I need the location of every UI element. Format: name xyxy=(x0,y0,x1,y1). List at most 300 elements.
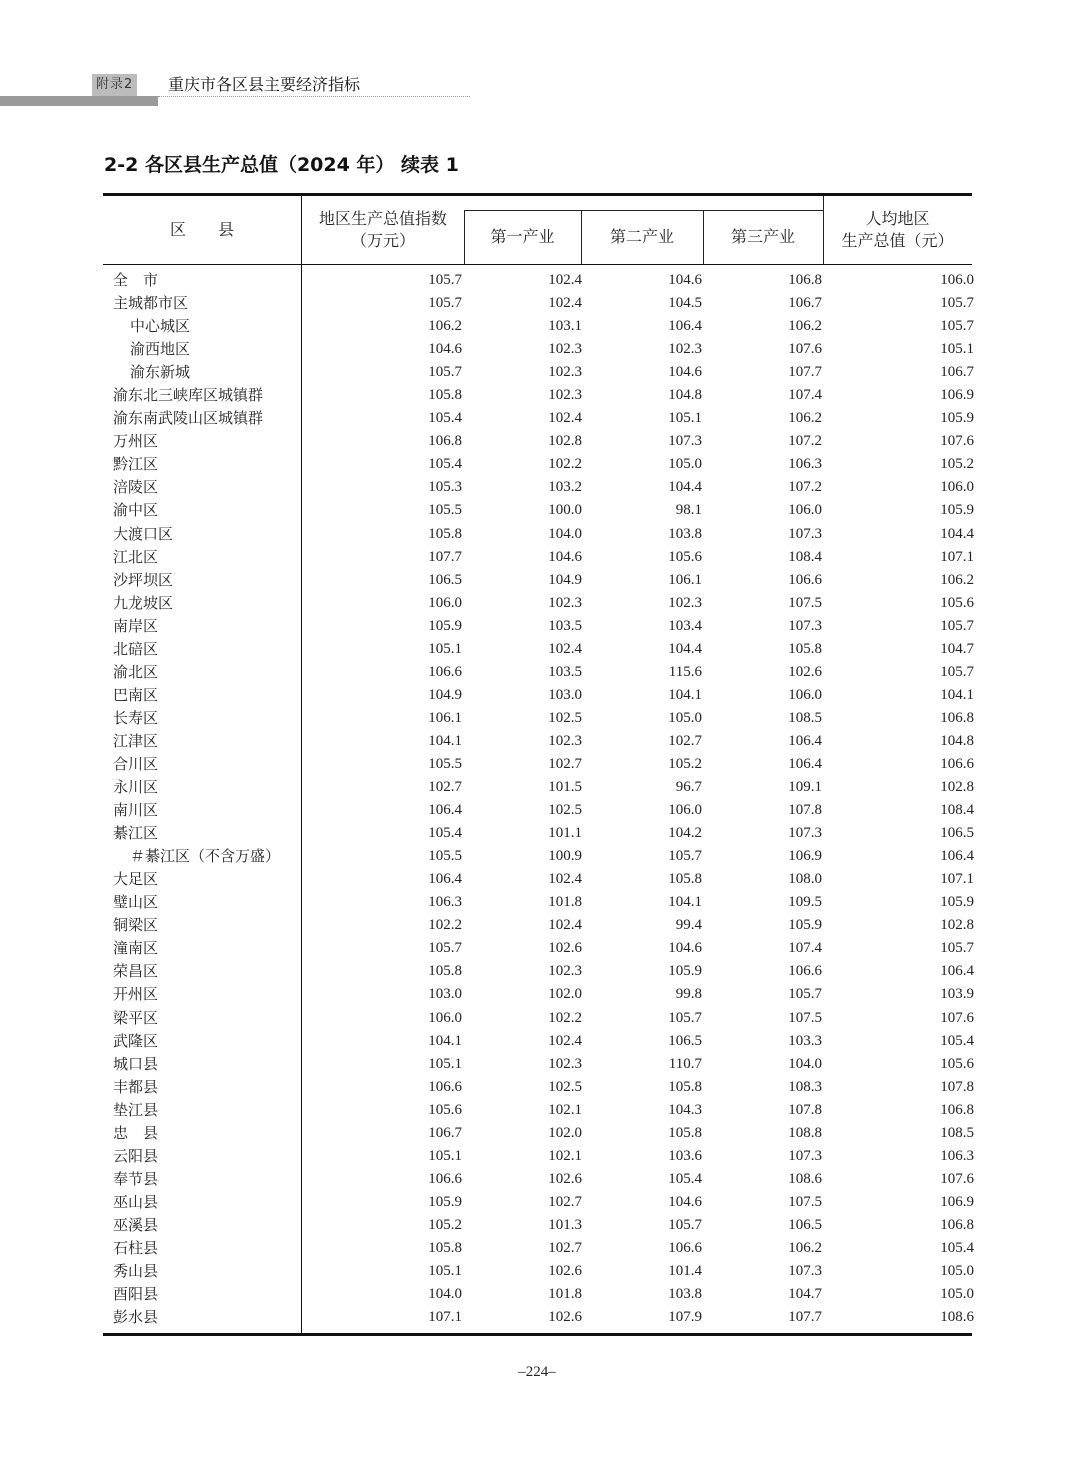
primary-cell: 104.6 xyxy=(548,548,582,565)
district-name: 合川区 xyxy=(113,754,159,773)
secondary-cell: 104.4 xyxy=(668,479,702,496)
tertiary-cell: 107.7 xyxy=(788,364,822,381)
tertiary-cell: 107.8 xyxy=(788,1101,822,1118)
district-name: 大渡口区 xyxy=(113,524,174,543)
district-name: 梁平区 xyxy=(113,1008,159,1027)
gdp-index-cell: 105.1 xyxy=(428,640,462,657)
secondary-cell: 98.1 xyxy=(675,502,702,519)
table-row xyxy=(103,661,972,684)
primary-cell: 102.7 xyxy=(548,755,582,772)
tertiary-cell: 107.4 xyxy=(788,387,822,404)
primary-cell: 102.1 xyxy=(548,1101,582,1118)
secondary-cell: 105.6 xyxy=(668,548,702,565)
district-name: 潼南区 xyxy=(113,939,159,958)
tertiary-cell: 104.0 xyxy=(788,1055,822,1072)
gdp-index-cell: 106.3 xyxy=(428,894,462,911)
table-row xyxy=(103,960,972,983)
district-name: 巫山县 xyxy=(113,1192,159,1211)
table-title: 2-2 各区县生产总值（2024 年） 续表 1 xyxy=(104,154,459,176)
district-name: 长寿区 xyxy=(113,708,159,727)
per-capita-cell: 105.4 xyxy=(940,1032,974,1049)
table-row xyxy=(103,1122,972,1145)
gdp-index-cell: 106.4 xyxy=(428,802,462,819)
tertiary-cell: 106.2 xyxy=(788,318,822,335)
tertiary-cell: 107.3 xyxy=(788,1147,822,1164)
table-row xyxy=(103,914,972,937)
district-name: 江北区 xyxy=(113,547,159,566)
primary-cell: 102.3 xyxy=(548,1055,582,1072)
gdp-index-cell: 106.7 xyxy=(428,1124,462,1141)
primary-cell: 102.7 xyxy=(548,1193,582,1210)
tertiary-cell: 102.6 xyxy=(788,663,822,680)
secondary-cell: 104.3 xyxy=(668,1101,702,1118)
district-name: 沙坪坝区 xyxy=(113,570,174,589)
secondary-cell: 104.2 xyxy=(668,825,702,842)
primary-cell: 102.1 xyxy=(548,1147,582,1164)
district-name: 中心城区 xyxy=(130,317,191,336)
per-capita-cell: 108.5 xyxy=(940,1124,974,1141)
per-capita-cell: 107.6 xyxy=(940,1009,974,1026)
gdp-index-cell: 105.6 xyxy=(428,1101,462,1118)
gdp-index-cell: 106.0 xyxy=(428,1009,462,1026)
per-capita-cell: 104.7 xyxy=(940,640,974,657)
col-header-primary: 第一产业 xyxy=(490,227,555,246)
gdp-index-cell: 104.1 xyxy=(428,732,462,749)
gdp-index-cell: 105.5 xyxy=(428,755,462,772)
gdp-index-cell: 105.8 xyxy=(428,963,462,980)
per-capita-cell: 108.6 xyxy=(940,1309,974,1326)
primary-cell: 104.0 xyxy=(548,525,582,542)
primary-cell: 102.3 xyxy=(548,963,582,980)
secondary-cell: 104.8 xyxy=(668,387,702,404)
district-name: 渝中区 xyxy=(113,501,159,520)
tertiary-cell: 105.8 xyxy=(788,640,822,657)
district-name: 酉阳县 xyxy=(113,1285,159,1304)
gdp-table xyxy=(103,193,972,1336)
district-name: 永川区 xyxy=(113,778,159,797)
gdp-index-cell: 106.6 xyxy=(428,1170,462,1187)
secondary-cell: 104.1 xyxy=(668,686,702,703)
secondary-cell: 102.3 xyxy=(668,594,702,611)
table-header xyxy=(103,196,972,265)
district-name: 铜梁区 xyxy=(113,916,159,935)
secondary-cell: 105.0 xyxy=(668,709,702,726)
secondary-cell: 104.6 xyxy=(668,940,702,957)
tertiary-cell: 108.8 xyxy=(788,1124,822,1141)
district-name: 丰都县 xyxy=(113,1077,159,1096)
secondary-cell: 115.6 xyxy=(668,663,702,680)
primary-cell: 102.3 xyxy=(548,387,582,404)
gdp-index-cell: 104.1 xyxy=(428,1032,462,1049)
district-name: 渝北区 xyxy=(113,662,159,681)
table-row xyxy=(103,315,972,338)
table-row xyxy=(103,1007,972,1030)
per-capita-cell: 105.1 xyxy=(940,341,974,358)
tertiary-cell: 106.8 xyxy=(788,272,822,288)
gdp-index-cell: 105.8 xyxy=(428,1239,462,1256)
table-row xyxy=(103,1145,972,1168)
secondary-cell: 104.6 xyxy=(668,1193,702,1210)
table-row xyxy=(103,338,972,361)
secondary-cell: 101.4 xyxy=(668,1263,702,1280)
tertiary-cell: 108.0 xyxy=(788,871,822,888)
table-row xyxy=(103,1260,972,1283)
tertiary-cell: 106.4 xyxy=(788,732,822,749)
tertiary-cell: 109.1 xyxy=(788,779,822,796)
tertiary-cell: 108.6 xyxy=(788,1170,822,1187)
primary-cell: 102.3 xyxy=(548,594,582,611)
primary-cell: 102.6 xyxy=(548,940,582,957)
col-header-per-capita: 人均地区 生产总值（元） xyxy=(841,209,954,250)
gdp-index-cell: 105.1 xyxy=(428,1055,462,1072)
table-row xyxy=(103,868,972,891)
district-name: 城口县 xyxy=(113,1054,159,1073)
primary-cell: 102.4 xyxy=(548,917,582,934)
per-capita-cell: 105.9 xyxy=(940,502,974,519)
gdp-index-cell: 102.2 xyxy=(428,917,462,934)
secondary-cell: 107.3 xyxy=(668,433,702,450)
table-row xyxy=(103,983,972,1006)
header-bar xyxy=(0,96,158,106)
tertiary-cell: 107.2 xyxy=(788,433,822,450)
tertiary-cell: 106.6 xyxy=(788,963,822,980)
per-capita-cell: 107.6 xyxy=(940,1170,974,1187)
district-name: 开州区 xyxy=(113,985,159,1004)
secondary-cell: 105.1 xyxy=(668,410,702,427)
table-row xyxy=(103,1030,972,1053)
gdp-index-cell: 106.6 xyxy=(428,663,462,680)
table-bottom-rule xyxy=(103,1333,972,1336)
primary-cell: 102.5 xyxy=(548,1078,582,1095)
table-row xyxy=(103,937,972,960)
secondary-cell: 104.6 xyxy=(668,364,702,381)
primary-cell: 102.2 xyxy=(548,1009,582,1026)
per-capita-cell: 106.8 xyxy=(940,709,974,726)
tertiary-cell: 106.2 xyxy=(788,410,822,427)
gdp-index-cell: 105.9 xyxy=(428,617,462,634)
primary-cell: 102.3 xyxy=(548,341,582,358)
district-name: 垫江县 xyxy=(113,1100,159,1119)
tertiary-cell: 107.4 xyxy=(788,940,822,957)
secondary-cell: 103.6 xyxy=(668,1147,702,1164)
tertiary-cell: 105.7 xyxy=(788,986,822,1003)
primary-cell: 102.4 xyxy=(548,871,582,888)
per-capita-cell: 106.9 xyxy=(940,387,974,404)
secondary-cell: 105.4 xyxy=(668,1170,702,1187)
per-capita-cell: 106.0 xyxy=(940,479,974,496)
per-capita-cell: 105.6 xyxy=(940,594,974,611)
primary-cell: 102.3 xyxy=(548,732,582,749)
per-capita-cell: 105.7 xyxy=(940,617,974,634)
gdp-index-cell: 106.6 xyxy=(428,1078,462,1095)
per-capita-cell: 107.6 xyxy=(940,433,974,450)
primary-cell: 103.5 xyxy=(548,663,582,680)
primary-cell: 101.3 xyxy=(548,1216,582,1233)
secondary-cell: 105.7 xyxy=(668,1216,702,1233)
per-capita-cell: 103.9 xyxy=(940,986,974,1003)
secondary-cell: 107.9 xyxy=(668,1309,702,1326)
table-row xyxy=(103,1168,972,1191)
primary-cell: 102.0 xyxy=(548,1124,582,1141)
per-capita-cell: 106.3 xyxy=(940,1147,974,1164)
tertiary-cell: 107.3 xyxy=(788,525,822,542)
district-name: 全 市 xyxy=(113,271,159,289)
district-name: ＃綦江区（不含万盛） xyxy=(130,847,281,866)
gdp-index-cell: 106.8 xyxy=(428,433,462,450)
secondary-cell: 103.8 xyxy=(668,1286,702,1303)
primary-cell: 102.4 xyxy=(548,295,582,312)
tertiary-cell: 103.3 xyxy=(788,1032,822,1049)
per-capita-cell: 106.5 xyxy=(940,825,974,842)
district-name: 万州区 xyxy=(113,432,159,451)
running-header-title: 重庆市各区县主要经济指标 xyxy=(168,75,361,94)
gdp-index-cell: 105.1 xyxy=(428,1263,462,1280)
tertiary-cell: 107.2 xyxy=(788,479,822,496)
tertiary-cell: 106.2 xyxy=(788,1239,822,1256)
primary-cell: 102.6 xyxy=(548,1309,582,1326)
tertiary-cell: 106.4 xyxy=(788,755,822,772)
primary-cell: 103.2 xyxy=(548,479,582,496)
tertiary-cell: 107.5 xyxy=(788,1193,822,1210)
per-capita-cell: 108.4 xyxy=(940,802,974,819)
secondary-cell: 104.1 xyxy=(668,894,702,911)
gdp-index-cell: 105.5 xyxy=(428,848,462,865)
primary-cell: 102.8 xyxy=(548,433,582,450)
primary-cell: 102.3 xyxy=(548,364,582,381)
tertiary-cell: 107.8 xyxy=(788,802,822,819)
secondary-cell: 110.7 xyxy=(668,1055,702,1072)
tertiary-cell: 106.9 xyxy=(788,848,822,865)
district-name: 黔江区 xyxy=(113,455,159,474)
secondary-cell: 104.4 xyxy=(668,640,702,657)
appendix-tag: 附录2 xyxy=(92,74,137,96)
primary-cell: 102.4 xyxy=(548,410,582,427)
table-row xyxy=(103,361,972,384)
tertiary-cell: 106.5 xyxy=(788,1216,822,1233)
district-name: 石柱县 xyxy=(113,1238,159,1257)
per-capita-cell: 107.1 xyxy=(940,871,974,888)
tertiary-cell: 108.5 xyxy=(788,709,822,726)
per-capita-cell: 105.7 xyxy=(940,295,974,312)
per-capita-cell: 105.7 xyxy=(940,940,974,957)
tertiary-cell: 105.9 xyxy=(788,917,822,934)
gdp-index-cell: 105.8 xyxy=(428,387,462,404)
tertiary-cell: 107.5 xyxy=(788,1009,822,1026)
secondary-cell: 96.7 xyxy=(675,779,702,796)
district-name: 江津区 xyxy=(113,731,159,750)
gdp-index-cell: 105.7 xyxy=(428,364,462,381)
district-name: 巫溪县 xyxy=(113,1215,159,1234)
table-row xyxy=(103,407,972,430)
table-row xyxy=(103,499,972,522)
table-row xyxy=(103,384,972,407)
table-row xyxy=(103,753,972,776)
table-row xyxy=(103,1076,972,1099)
primary-cell: 102.5 xyxy=(548,802,582,819)
table-row xyxy=(103,799,972,822)
secondary-cell: 102.7 xyxy=(668,732,702,749)
gdp-index-cell: 106.5 xyxy=(428,571,462,588)
secondary-cell: 106.5 xyxy=(668,1032,702,1049)
table-row xyxy=(103,1214,972,1237)
district-name: 荣昌区 xyxy=(113,962,159,981)
tertiary-cell: 106.0 xyxy=(788,502,822,519)
table-row xyxy=(103,476,972,499)
gdp-index-cell: 107.1 xyxy=(428,1309,462,1326)
per-capita-cell: 104.1 xyxy=(940,686,974,703)
gdp-index-cell: 103.0 xyxy=(428,986,462,1003)
tertiary-cell: 104.7 xyxy=(788,1286,822,1303)
per-capita-cell: 105.7 xyxy=(940,663,974,680)
gdp-index-cell: 106.1 xyxy=(428,709,462,726)
district-name: 南岸区 xyxy=(113,616,159,635)
gdp-index-cell: 106.0 xyxy=(428,594,462,611)
per-capita-cell: 105.6 xyxy=(940,1055,974,1072)
district-name: 南川区 xyxy=(113,801,159,820)
tertiary-cell: 107.3 xyxy=(788,617,822,634)
gdp-index-cell: 105.4 xyxy=(428,825,462,842)
gdp-index-cell: 107.7 xyxy=(428,548,462,565)
header-rule xyxy=(158,96,470,97)
per-capita-cell: 106.8 xyxy=(940,1101,974,1118)
gdp-index-cell: 104.9 xyxy=(428,686,462,703)
secondary-cell: 105.9 xyxy=(668,963,702,980)
gdp-index-cell: 106.4 xyxy=(428,871,462,888)
primary-cell: 102.0 xyxy=(548,986,582,1003)
per-capita-cell: 106.2 xyxy=(940,571,974,588)
per-capita-cell: 105.2 xyxy=(940,456,974,473)
table-row xyxy=(103,1306,972,1329)
table-row xyxy=(103,1191,972,1214)
secondary-cell: 104.5 xyxy=(668,295,702,312)
primary-cell: 104.9 xyxy=(548,571,582,588)
tertiary-cell: 108.3 xyxy=(788,1078,822,1095)
table-row xyxy=(103,292,972,315)
secondary-cell: 99.4 xyxy=(675,917,702,934)
tertiary-cell: 107.5 xyxy=(788,594,822,611)
table-row xyxy=(103,776,972,799)
district-name: 秀山县 xyxy=(113,1262,159,1281)
secondary-cell: 105.7 xyxy=(668,1009,702,1026)
per-capita-cell: 105.9 xyxy=(940,894,974,911)
district-name: 武隆区 xyxy=(113,1031,159,1050)
secondary-cell: 105.2 xyxy=(668,755,702,772)
secondary-cell: 106.1 xyxy=(668,571,702,588)
table-row xyxy=(103,1053,972,1076)
per-capita-cell: 106.0 xyxy=(940,272,974,288)
tertiary-cell: 109.5 xyxy=(788,894,822,911)
table-row xyxy=(103,269,972,292)
district-name: 渝东南武陵山区城镇群 xyxy=(113,409,264,428)
primary-cell: 101.5 xyxy=(548,779,582,796)
table-row xyxy=(103,1283,972,1306)
gdp-index-cell: 105.9 xyxy=(428,1193,462,1210)
table-row xyxy=(103,569,972,592)
tertiary-cell: 108.4 xyxy=(788,548,822,565)
table-row xyxy=(103,822,972,845)
primary-cell: 102.4 xyxy=(548,640,582,657)
tertiary-cell: 107.6 xyxy=(788,341,822,358)
tertiary-cell: 106.7 xyxy=(788,295,822,312)
col-header-district: 区 县 xyxy=(169,220,234,239)
per-capita-cell: 105.0 xyxy=(940,1286,974,1303)
primary-cell: 103.1 xyxy=(548,318,582,335)
gdp-index-cell: 105.4 xyxy=(428,410,462,427)
per-capita-cell: 106.9 xyxy=(940,1193,974,1210)
primary-cell: 101.8 xyxy=(548,894,582,911)
primary-cell: 102.7 xyxy=(548,1239,582,1256)
gdp-index-cell: 105.3 xyxy=(428,479,462,496)
district-name: 奉节县 xyxy=(113,1169,159,1188)
district-name: 大足区 xyxy=(113,870,159,889)
gdp-index-cell: 106.2 xyxy=(428,318,462,335)
district-name: 渝东北三峡库区城镇群 xyxy=(113,386,264,405)
primary-cell: 102.2 xyxy=(548,456,582,473)
col-header-tertiary: 第三产业 xyxy=(730,227,795,246)
table-row xyxy=(103,684,972,707)
district-name: 忠 县 xyxy=(113,1123,159,1142)
secondary-cell: 106.6 xyxy=(668,1239,702,1256)
district-name: 云阳县 xyxy=(113,1146,159,1165)
district-name: 綦江区 xyxy=(113,824,159,843)
primary-cell: 103.5 xyxy=(548,617,582,634)
table-row xyxy=(103,453,972,476)
per-capita-cell: 104.8 xyxy=(940,732,974,749)
table-row xyxy=(103,845,972,868)
gdp-index-cell: 105.8 xyxy=(428,525,462,542)
secondary-cell: 99.8 xyxy=(675,986,702,1003)
per-capita-cell: 107.1 xyxy=(940,548,974,565)
gdp-index-cell: 104.6 xyxy=(428,341,462,358)
secondary-cell: 103.8 xyxy=(668,525,702,542)
district-name: 璧山区 xyxy=(113,893,159,912)
col-header-secondary: 第二产业 xyxy=(609,227,674,246)
table-body xyxy=(103,265,972,1333)
table-row xyxy=(103,1099,972,1122)
secondary-cell: 103.4 xyxy=(668,617,702,634)
tertiary-cell: 107.3 xyxy=(788,1263,822,1280)
secondary-cell: 105.8 xyxy=(668,1124,702,1141)
district-name: 主城都市区 xyxy=(113,294,189,313)
primary-cell: 100.0 xyxy=(548,502,582,519)
per-capita-cell: 102.8 xyxy=(940,917,974,934)
gdp-index-cell: 105.4 xyxy=(428,456,462,473)
primary-cell: 102.4 xyxy=(548,272,582,288)
primary-cell: 102.6 xyxy=(548,1170,582,1187)
page-number: –224– xyxy=(518,1364,556,1380)
gdp-index-cell: 105.1 xyxy=(428,1147,462,1164)
secondary-cell: 104.6 xyxy=(668,272,702,288)
per-capita-cell: 102.8 xyxy=(940,779,974,796)
per-capita-cell: 106.7 xyxy=(940,364,974,381)
district-name: 渝西地区 xyxy=(130,340,191,359)
table-row xyxy=(103,1237,972,1260)
secondary-cell: 105.8 xyxy=(668,1078,702,1095)
per-capita-cell: 105.0 xyxy=(940,1263,974,1280)
table-row xyxy=(103,523,972,546)
tertiary-cell: 107.3 xyxy=(788,825,822,842)
table-row xyxy=(103,592,972,615)
secondary-cell: 102.3 xyxy=(668,341,702,358)
per-capita-cell: 106.6 xyxy=(940,755,974,772)
per-capita-cell: 105.4 xyxy=(940,1239,974,1256)
table-row xyxy=(103,891,972,914)
primary-cell: 102.4 xyxy=(548,1032,582,1049)
per-capita-cell: 105.9 xyxy=(940,410,974,427)
per-capita-cell: 106.8 xyxy=(940,1216,974,1233)
secondary-cell: 106.4 xyxy=(668,318,702,335)
per-capita-cell: 107.8 xyxy=(940,1078,974,1095)
